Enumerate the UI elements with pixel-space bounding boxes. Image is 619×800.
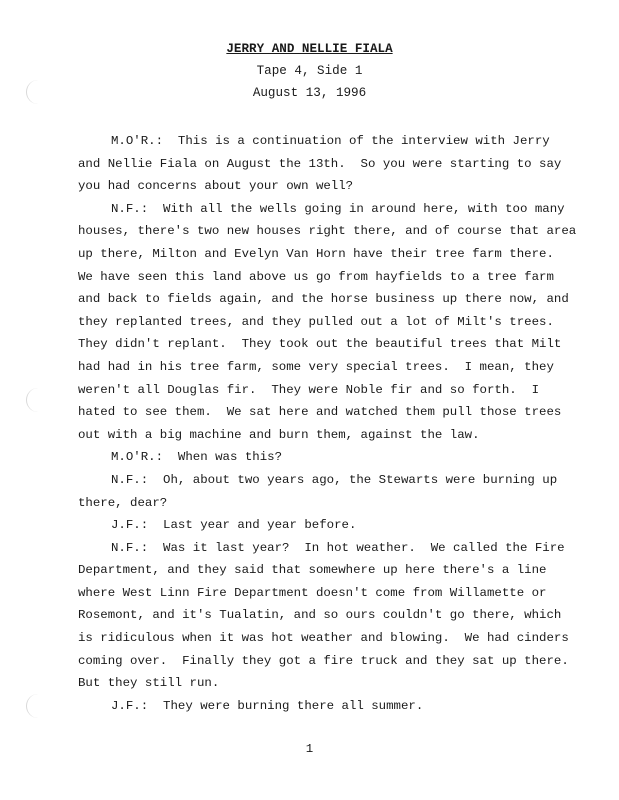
transcript-line: weren't all Douglas fir. They were Noble fir and so forth. I [78,382,540,397]
transcript-paragraph [78,537,593,695]
transcript-line: and back to fields again, and the horse business up there now, and [78,292,569,307]
document-header [0,38,619,104]
transcript-paragraph [78,198,593,447]
transcript-line: hated to see them. We sat here and watched them pull those trees [78,405,562,420]
transcript-line: Department, and they said that somewhere up here there's a line [78,563,547,578]
transcript-line: and Nellie Fiala on August the 13th. So you were starting to say [78,156,562,171]
transcript-line: M.O'R.: This is a continuation of the interview with Jerry [111,134,550,148]
transcript-line: you had concerns about your own well? [78,179,354,194]
transcript-line: coming over. Finally they got a fire truck and they sat up there. [78,653,569,668]
tape-label: Tape 4, Side 1 [256,64,363,78]
page-number: 1 [305,742,314,756]
transcript-line: there, dear? [78,495,168,510]
transcript-line: Rosemont, and it's Tualatin, and so ours couldn't go there, which [78,608,562,623]
transcript-line: But they still run. [78,676,220,691]
transcript-paragraph [78,695,593,718]
transcript-line: up there, Milton and Evelyn Van Horn have their tree farm there. [78,246,554,261]
transcript-line: houses, there's two new houses right there, and of course that area [78,224,577,239]
interview-date: August 13, 1996 [252,86,367,100]
transcript-line: had had in his tree farm, some very special trees. I mean, they [78,359,554,374]
transcript-body [78,130,593,717]
transcript-line: N.F.: With all the wells going in around here, with too many [111,201,565,216]
transcript-line: J.F.: They were burning there all summer. [111,698,424,713]
transcript-line: M.O'R.: When was this? [111,450,283,465]
transcript-line: They didn't replant. They took out the beautiful trees that Milt [78,337,562,352]
transcript-paragraph [78,130,593,198]
document-title: JERRY AND NELLIE FIALA [226,42,393,56]
transcript-paragraph [78,469,593,514]
transcript-line: where West Linn Fire Department doesn't come from Willamette or [78,585,547,600]
transcript-paragraph [78,446,593,469]
transcript-line: We have seen this land above us go from hayfields to a tree farm [78,269,554,284]
punch-hole-mark [26,388,39,412]
transcript-line: J.F.: Last year and year before. [111,518,357,533]
transcript-line: they replanted trees, and they pulled out a lot of Milt's trees. [78,314,554,329]
transcript-line: N.F.: Was it last year? In hot weather. We called the Fire [111,540,565,555]
transcript-paragraph [78,514,593,537]
transcript-line: is ridiculous when it was hot weather and blowing. We had cinders [78,631,569,646]
transcript-line: N.F.: Oh, about two years ago, the Stewarts were burning up [111,472,558,487]
punch-hole-mark [26,694,39,718]
transcript-line: out with a big machine and burn them, against the law. [78,427,480,442]
